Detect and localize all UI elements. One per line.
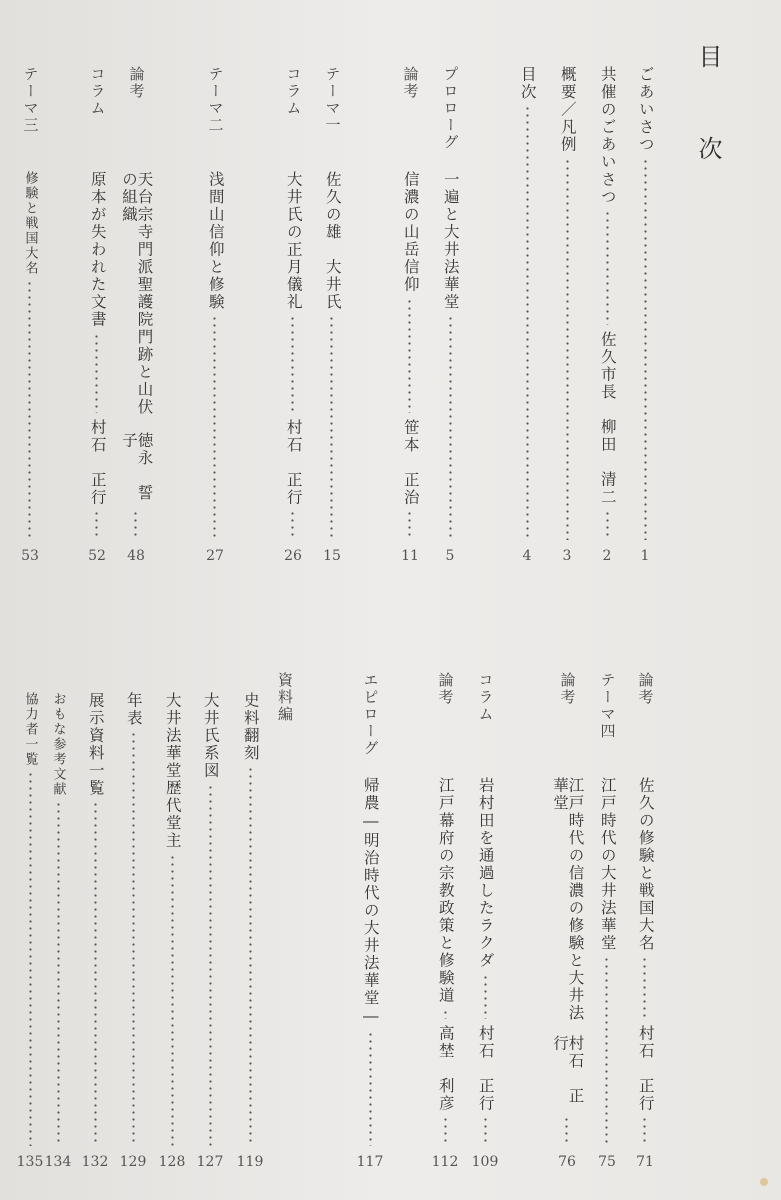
- dot-leader: [484, 974, 487, 1019]
- toc-entry-author: 村石 正行: [284, 418, 303, 506]
- toc-entry-page-number: 48: [127, 548, 145, 564]
- toc-entry-title: 協力者一覧: [22, 692, 38, 767]
- toc-entry: [17, 692, 43, 1170]
- toc-entry-author: 村石 正行: [551, 1034, 585, 1105]
- toc-entry: [45, 692, 71, 1170]
- toc-entry-page-number: 112: [431, 1154, 459, 1170]
- toc-entry-label: コラム: [284, 66, 303, 117]
- dot-leader: [565, 1116, 568, 1146]
- dot-leader: [643, 1116, 646, 1146]
- dot-leader: [94, 801, 97, 1146]
- toc-entry: [120, 66, 154, 564]
- toc-entry-page-number: 26: [284, 548, 302, 564]
- dot-leader: [291, 510, 294, 540]
- toc-entry-title: おもな参考文献: [50, 692, 66, 797]
- toc-entry-title: 大井氏系図: [201, 692, 220, 780]
- dot-leader: [644, 158, 647, 541]
- toc-entry-page-number: 52: [88, 548, 106, 564]
- toc-entry: [632, 672, 658, 1170]
- dot-leader: [213, 315, 216, 540]
- dot-leader: [171, 854, 174, 1147]
- toc-entry-page-number: 127: [196, 1154, 224, 1170]
- toc-entry-page-number: 117: [356, 1154, 384, 1170]
- dot-leader: [95, 333, 98, 413]
- toc-entry: [17, 66, 43, 564]
- dot-leader: [444, 1009, 447, 1019]
- dot-leader: [369, 1031, 372, 1146]
- toc-entry: [237, 692, 263, 1170]
- toc-entry-title: 江戸幕府の宗教政策と修験道: [436, 777, 455, 1005]
- toc-entry-page-number: 5: [445, 548, 455, 564]
- dot-leader: [444, 1116, 447, 1146]
- toc-entry-title: 岩村田を通過したラクダ: [476, 777, 495, 970]
- toc-entry-page-number: 132: [81, 1154, 109, 1170]
- dot-leader: [606, 210, 609, 325]
- dot-leader: [526, 105, 529, 540]
- dot-leader: [330, 315, 333, 540]
- toc-entry: [357, 672, 383, 1170]
- toc-entry: [432, 672, 458, 1170]
- toc-entry-title: 共催のごあいさつ: [598, 66, 617, 206]
- dot-leader: [643, 956, 646, 1019]
- toc-entry-page-number: 53: [21, 548, 39, 564]
- toc-entry-label: コラム: [88, 66, 107, 117]
- toc-entry-page-number: 1: [640, 548, 650, 564]
- dot-leader: [132, 731, 135, 1146]
- toc-entry-label: 論考: [127, 66, 146, 100]
- dot-leader: [291, 315, 294, 413]
- dot-leader: [408, 298, 411, 413]
- toc-entry-title: 浅間山信仰と修験: [206, 171, 225, 311]
- dot-leader: [134, 510, 137, 540]
- dot-leader: [209, 784, 212, 1147]
- toc-entry-label: テーマ二: [206, 66, 225, 134]
- toc-entry-title: 年表: [124, 692, 143, 727]
- toc-entry-page-number: 76: [558, 1154, 576, 1170]
- toc-entry-page-number: 135: [16, 1154, 44, 1170]
- dot-leader: [484, 1116, 487, 1146]
- toc-entry-title: 一遍と大井法華堂: [441, 171, 460, 311]
- toc-entry: [472, 672, 498, 1170]
- toc-entry-title: 江戸時代の信濃の修験と大井法華堂: [551, 777, 585, 1022]
- toc-entry-label: 論考: [558, 672, 577, 706]
- toc-entry: [514, 66, 540, 564]
- toc-entry: [551, 672, 585, 1170]
- toc-entry-page-number: 11: [401, 548, 419, 564]
- toc-entry-page-number: 27: [206, 548, 224, 564]
- toc-entry: [437, 66, 463, 564]
- page-corner-mark: [760, 1178, 768, 1186]
- dot-leader: [28, 280, 31, 540]
- toc-entry: [594, 672, 620, 1170]
- toc-entry-title: 目次: [518, 66, 537, 101]
- toc-entry: [397, 66, 423, 564]
- toc-entry-title: 大井氏の正月儀礼: [284, 171, 303, 311]
- toc-entry: [594, 66, 620, 564]
- toc-entry-title: 帰農―明治時代の大井法華堂―: [361, 777, 380, 1027]
- toc-entry: [84, 66, 110, 564]
- dot-leader: [408, 510, 411, 540]
- toc-entry-author: 笹本 正治: [401, 418, 420, 506]
- page-title: 目 次: [694, 44, 722, 182]
- toc-entry-label: コラム: [476, 672, 495, 723]
- toc-entry-label: 論考: [401, 66, 420, 100]
- toc-entry-page-number: 4: [522, 548, 532, 564]
- toc-entry-author: 村石 正行: [88, 418, 107, 506]
- toc-entry: [120, 692, 146, 1170]
- toc-entry-label: 論考: [636, 672, 655, 706]
- toc-entry-page-number: 2: [602, 548, 612, 564]
- section-label-shiryohen: 資料編: [276, 672, 294, 723]
- toc-entry-title: 原本が失われた文書: [88, 171, 107, 329]
- toc-entry: [159, 692, 185, 1170]
- toc-entry-page-number: 15: [323, 548, 341, 564]
- dot-leader: [566, 158, 569, 541]
- toc-entry-author: 徳永 誓子: [120, 432, 154, 503]
- toc-entry-title: ごあいさつ: [636, 66, 655, 154]
- toc-entry-author: 高埜 利彦: [436, 1024, 455, 1112]
- toc-entry-title: 信濃の山岳信仰: [401, 171, 420, 294]
- toc-entry: [319, 66, 345, 564]
- toc-entry-title: 大井法華堂歴代堂主: [163, 692, 182, 850]
- toc-entry-author: 村石 正行: [476, 1024, 495, 1112]
- toc-entry-page-number: 71: [636, 1154, 654, 1170]
- toc-entry: [82, 692, 108, 1170]
- toc-entry-label: テーマ一: [323, 66, 342, 134]
- toc-entry: [554, 66, 580, 564]
- toc-entry-page-number: 128: [158, 1154, 186, 1170]
- dot-leader: [29, 771, 32, 1146]
- toc-entry-title: 概要／凡例: [558, 66, 577, 154]
- toc-entry-page-number: 134: [44, 1154, 72, 1170]
- dot-leader: [95, 510, 98, 540]
- toc-entry-label: 論考: [436, 672, 455, 706]
- dot-leader: [249, 766, 252, 1146]
- toc-entry-title: 江戸時代の大井法華堂: [598, 777, 617, 952]
- dot-leader: [606, 510, 609, 540]
- toc-entry-author: 村石 正行: [636, 1024, 655, 1112]
- toc-entry-page-number: 109: [471, 1154, 499, 1170]
- toc-entry-title: 天台宗寺門派聖護院門跡と山伏の組織: [120, 171, 154, 416]
- toc-entry-title: 史料翻刻: [241, 692, 260, 762]
- toc-entry-label: テーマ三: [21, 66, 40, 134]
- dot-leader: [57, 801, 60, 1146]
- dot-leader: [449, 315, 452, 540]
- toc-entry-title: 展示資料一覧: [86, 692, 105, 797]
- toc-entry-page-number: 3: [562, 548, 572, 564]
- toc-entry-title: 修験と戦国大名: [22, 171, 38, 276]
- toc-entry: [197, 692, 223, 1170]
- toc-entry: [632, 66, 658, 564]
- toc-entry-page-number: 119: [236, 1154, 264, 1170]
- toc-entry-title: 佐久の雄 大井氏: [323, 171, 342, 311]
- toc-entry-author: 佐久市長 柳田 清二: [598, 331, 617, 506]
- toc-entry-page-number: 75: [598, 1154, 616, 1170]
- toc-entry-label: テーマ四: [598, 672, 617, 740]
- toc-entry-label: エピローグ: [361, 672, 380, 757]
- toc-entry-page-number: 129: [119, 1154, 147, 1170]
- toc-entry-label: プロローグ: [441, 66, 460, 151]
- toc-entry-title: 佐久の修験と戦国大名: [636, 777, 655, 952]
- dot-leader: [605, 956, 608, 1146]
- toc-entry: [202, 66, 228, 564]
- toc-entry: [280, 66, 306, 564]
